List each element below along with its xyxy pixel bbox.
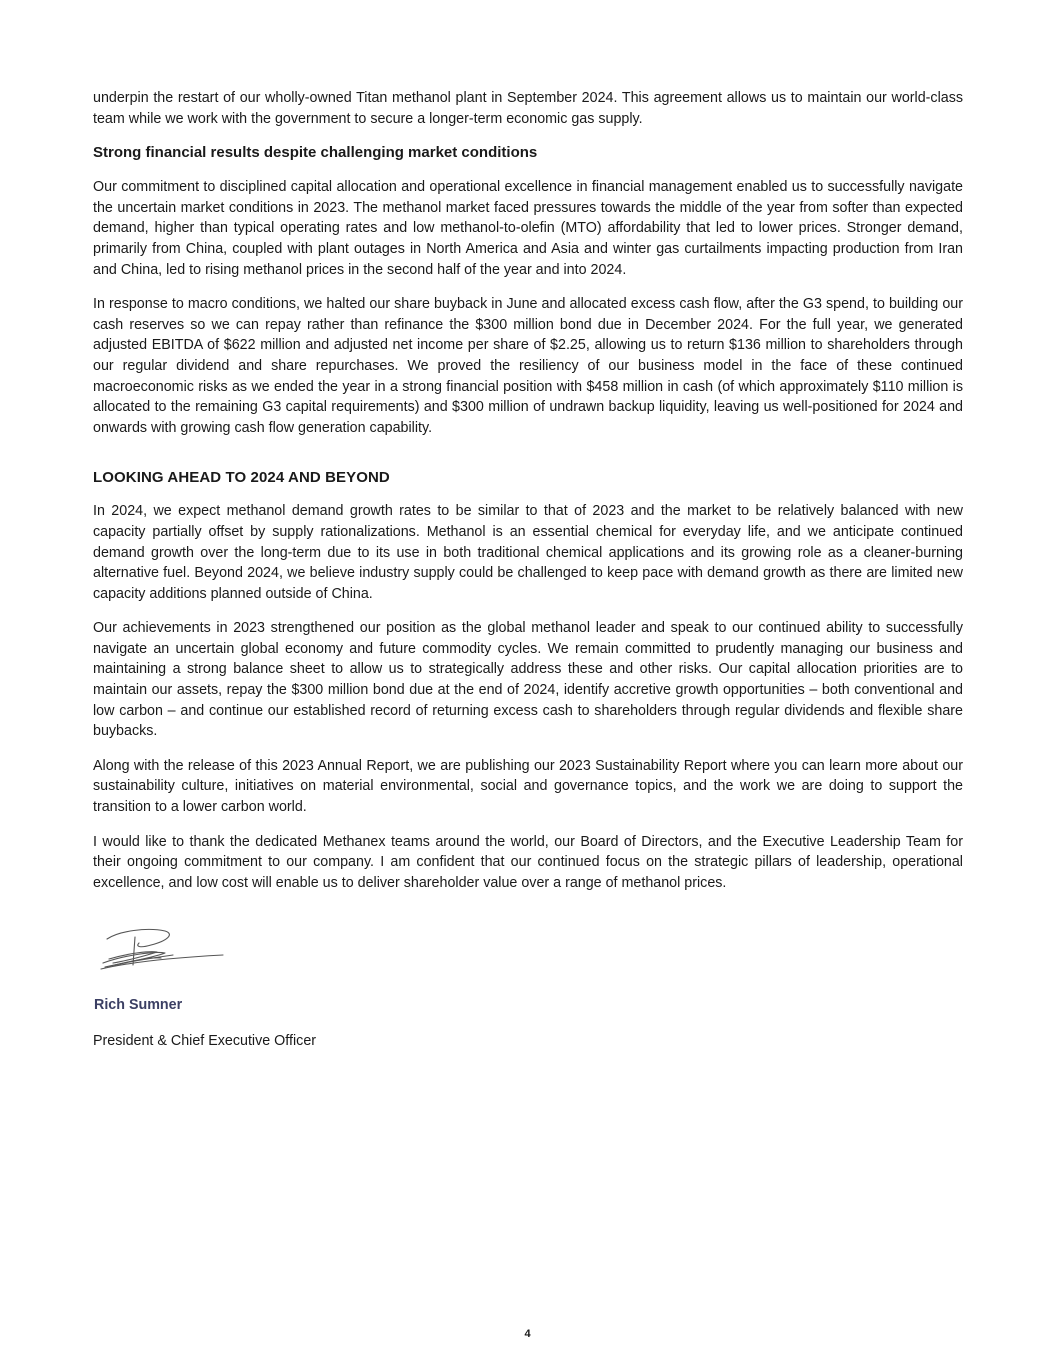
subheading-financial-results: Strong financial results despite challenging market conditions <box>93 144 538 162</box>
paragraph-thanks: I would like to thank the dedicated Methanex teams around the world, our Board of Directors, and the Executive Leadership Team for their ongoing commitment to our company. I am confident that our continued focus on the strategic pillars of leadership, operational excellence, and low cost will enable us to deliver shareholder value over a range of methanol prices. <box>93 833 963 891</box>
page-number: 4 <box>524 1328 531 1340</box>
signatory-title: President & Chief Executive Officer <box>93 1033 317 1050</box>
paragraph-cash-flow: In response to macro conditions, we halted our share buyback in June and allocated excess cash flow, after the G3 spend, to building our cash reserves so we can repay rather than refinance the $300 million bond due in December 2024. For the full year, we generated adjusted EBITDA of $622 million and adjusted net income per share of $2.25, allowing us to return $136 million to shareholders through our regular dividend and share repurchases. We proved the resiliency of our business model in the face of these continued macroeconomic risks as we ended the year in a strong financial position with $458 million in cash (of which approximately $110 million is allocated to the remaining G3 capital requirements) and $300 million of undrawn backup liquidity, leaving us well-positioned for 2024 and onwards with growing cash flow generation capability. <box>93 296 963 436</box>
signatory-name: Rich Sumner <box>94 997 183 1014</box>
signature-image <box>95 925 225 973</box>
paragraph-sustainability-report: Along with the release of this 2023 Annual Report, we are publishing our 2023 Sustainability Report where you can learn more about our sustainability culture, initiatives on material environmental, social and governance topics, and the work we are doing to support the transition to a lower carbon world. <box>93 757 963 816</box>
paragraph-intro: underpin the restart of our wholly-owned Titan methanol plant in September 2024. This agreement allows us to maintain our world-class team while we work with the government to secure a longer-term economic gas supply. <box>93 90 963 127</box>
section-heading-looking-ahead: LOOKING AHEAD TO 2024 AND BEYOND <box>93 469 390 487</box>
paragraph-market-conditions: Our commitment to disciplined capital allocation and operational excellence in financial management enabled us to successfully navigate the uncertain market conditions in 2023. The methanol market faced pressures towards the middle of the year from softer than expected demand, higher than typical operating rates and low methanol-to-olefin (MTO) affordability that led to lower prices. Stronger demand, primarily from China, coupled with plant outages in North America and Asia and winter gas curtailments impacting production from Iran and China, led to rising methanol prices in the second half of the year and into 2024. <box>93 179 963 278</box>
paragraph-achievements: Our achievements in 2023 strengthened our position as the global methanol leader and speak to our continued ability to successfully navigate an uncertain global economy and future commodity cycles. We remain committed to prudently managing our business and maintaining a strong balance sheet to allow us to strategically address these and other risks. Our capital allocation priorities are to maintain our assets, repay the $300 million bond due at the end of 2024, identify accretive growth opportunities – both conventional and low carbon – and continue our established record of returning excess cash to shareholders through regular dividends and flexible share buybacks. <box>93 620 963 740</box>
letter-page <box>93 88 963 1051</box>
paragraph-demand-outlook: In 2024, we expect methanol demand growth rates to be similar to that of 2023 and the market to be relatively balanced with new capacity partially offset by supply rationalizations. Methanol is an essential chemical for everyday life, and we anticipate continued demand growth over the long-term due to its use in both traditional chemical applications and its growing role as a cleaner-burning alternative fuel. Beyond 2024, we believe industry supply could be challenged to keep pace with demand growth as there are limited new capacity additions planned outside of China. <box>93 503 963 602</box>
